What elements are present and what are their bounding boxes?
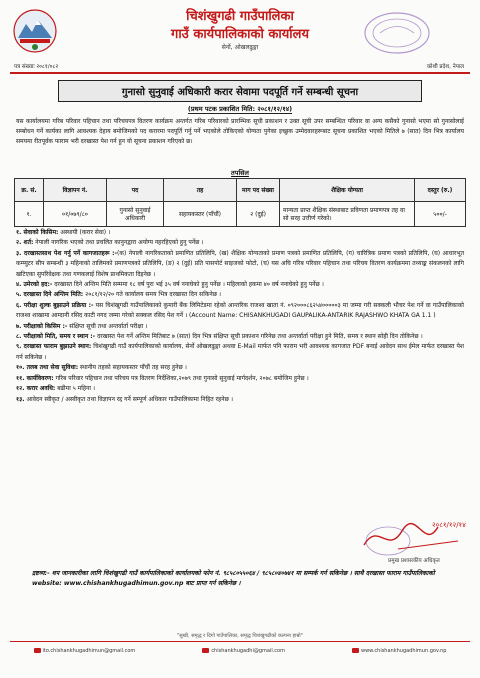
term-item: १०. तलब तथा सेवा सुविधा: स्थानीय तहको सहायकस्तर पाँचौं तह सरह हुनेछ । bbox=[16, 364, 187, 372]
footer-email-2[interactable]: chishankhugadhi@gmail.com bbox=[202, 648, 285, 654]
office-name: चिशंखुगढी गाउँपालिका bbox=[186, 9, 294, 24]
publish-date bbox=[0, 104, 480, 113]
intro-paragraph: यस कार्यालयमा गरिब परिवार पहिचान तथा परिचयपत्र वितरण कार्यक्रम अन्तर्गत गरिब परिवारको प्रारम्भिक सूची प्रकाशन र उक्त सूची उपर सम्बन्धित परिवार वा अन्य कसैको गुनासो भएमा सो गुनासोलाई सम्बोधन गर्ने कार्यका लागि आवश्यक देहाय बमोजिमको पद करारमा पदपूर्ति गर्नु पर्ने भएकोले तोकिएको योग्यता पुगेका इच्छुक उम्मेदवारहरूबाट सूचना प्रकाशित भएको मितिले ७ (सात) दिन भित्र कार्यालय समयमा रीतपूर्वक फाराम भरी दरखास्त पेश गर्न हुन यो सूचना प्रकाशन गरिएको छ। bbox=[16, 118, 464, 145]
official-stamp-icon bbox=[362, 10, 432, 56]
footer-email-1[interactable]: ito.chishankhugadhimun@gmail.com bbox=[34, 648, 136, 654]
term-item: १२. करार अवधि: बढीमा ५ महिना । bbox=[16, 385, 96, 393]
signature-date: २०८१/१२/१४ bbox=[432, 521, 466, 529]
vacancy-table bbox=[14, 178, 466, 227]
term-item: ८. परीक्षाको मिति, समय र स्थान :- दरखास्त पेश गर्ने अन्तिम मितिबाट ७ (सात) दिन भित्र संक्षिप्त सूची प्रकाशन गरिनेछ तथा अन्तर्वार्ता परीक्षा हुने मिति, समय र स्थान सोही दिन तोकिनेछ । bbox=[16, 333, 423, 341]
office-address: सेर्नो, ओखलढुङ्गा bbox=[221, 44, 259, 51]
col-fee: दस्तुर (रु.) bbox=[415, 179, 466, 202]
table-row bbox=[15, 202, 466, 227]
footer-slogan: "सुखी, समृद्ध र दिगो गाउँपालिका, समृद्ध चिशंखुगढीको कल्पना हाम्रो" bbox=[176, 633, 304, 639]
notice-title: गुनासो सुनुवाई अधिकारी करार सेवामा पदपूर्ति गर्ने सम्बन्धी सूचना bbox=[121, 87, 359, 98]
term-item: १. सेवाको किसिम: अस्थायी (करार सेवा) । bbox=[16, 229, 111, 236]
cell-qualification: मान्यता प्राप्त शैक्षिक संस्थाबाट प्रविणता प्रमाणपत्र तह वा सो सरह उत्तीर्ण गरेको। bbox=[280, 202, 415, 227]
header-divider bbox=[10, 72, 470, 74]
footer-contacts bbox=[0, 648, 480, 654]
table-caption: तपसिल bbox=[231, 169, 249, 177]
notice-title-banner bbox=[58, 80, 422, 102]
footer-divider bbox=[10, 641, 470, 642]
cell-level: सहायकस्तर (पाँचौं) bbox=[164, 202, 237, 227]
term-item: १३. आवेदन स्वीकृत / अस्वीकृत तथा विज्ञापन रद्द गर्ने सम्पूर्ण अधिकार गाउँपालिकामा निहित रहनेछ । bbox=[16, 395, 233, 403]
cell-serial: १. bbox=[15, 202, 44, 227]
publish-date-text: (प्रथम पटक प्रकाशित मिति: २०८१/१२/१४) bbox=[187, 105, 293, 113]
col-ad-number: विज्ञापन नं. bbox=[44, 179, 107, 202]
col-qualification: शैक्षिक योग्यता bbox=[280, 179, 415, 202]
table-header-row bbox=[15, 179, 466, 202]
col-demand-count: माग पद संख्या bbox=[237, 179, 280, 202]
signatory-title: प्रमुख प्रशासकीय अधिकृत bbox=[388, 558, 440, 564]
reference-number: पत्र संख्याः २०८१/०८२ bbox=[14, 64, 59, 70]
term-item: ३. दरखास्तसाथ पेश गर्नु पर्ने कागजातहरू :-(क) नेपाली नागरिकताको प्रमाणित प्रतिलिपि, (ख) शैक्षिक योग्यताको प्रमाण पत्रको प्रमाणित प्रतिलिपि, (ग) चारित्रिक प्रमाण पत्रको प्रतिलिपि, (घ) आधारभूत कम्प्युटर सीप सम्बन्धी ३ महिनाको तालिमको प्रमाणपत्रको प्रतिलिपि, (ङ) २ (दुई) प्रति पासपोर्ट साइजको फोटो, (च) यस अघि गरिब परिवार पहिचान तथा परिचय वितरण कार्यक्रममा तथ्याङ्क संकलनको लागि खटिएका सुपरिवेक्षक तथा गणकलाई विशेष प्राथमिकता दिइनेछ । bbox=[16, 249, 464, 278]
footer-website[interactable]: www.chishankhugadhimun.gov.np bbox=[352, 648, 446, 654]
term-item: ५. दरखास्त दिने अन्तिम मिति: २०८१/१२/२० गते कार्यालय समय भित्र दरखास्त दिन सकिनेछ । bbox=[16, 291, 222, 299]
cell-post: गुनासो सुनुवाई अधिकारी bbox=[107, 202, 164, 227]
cell-fee: ५००/- bbox=[415, 202, 466, 227]
term-item: ७. परीक्षाको किसिम :- संक्षिप्त सूची तथा अन्तर्वार्ता परीक्षा । bbox=[16, 322, 148, 330]
province-label: कोशी प्रदेश, नेपाल bbox=[426, 64, 464, 70]
term-item: ६. परीक्षा शुल्क बुझाउने प्रक्रिया :- यस चिशंखुगढी गाउँपालिकाको कुमारी बैंक लिमिटेडमा रहेको आन्तरिक राजश्व खाता नं. ०९२०००८६२५४०००००३ मा जम्मा गरी सक्कली भौचर पेश गर्ने वा गाउँपालिकाको राजश्व शाखामा आम्दानी रसिद काटी नगद जम्मा गरेको सक्कल रसिद पेश गर्ने । (Account Name: CHISANKHUGADI GAUPALIKA-ANTARIK RAJASHWO KHATA GA 1.1 ) bbox=[16, 301, 464, 320]
office-title: गाउँ कार्यपालिकाको कार्यालय bbox=[171, 27, 309, 42]
signature-stamp-icon bbox=[358, 515, 468, 559]
email-icon bbox=[202, 648, 209, 653]
term-item: २. शर्त: नेपाली नागरिक भएको तथा प्रचलित कानुनद्वारा अयोग्य नहरहिएको हुनु पर्नेछ । bbox=[16, 239, 204, 247]
col-level: तह bbox=[164, 179, 237, 202]
term-item: ११. कार्यविवरण: गरिब परिवार पहिचान तथा परिचय पत्र वितरण निर्देशिका,२०७९ तथा गुनासो सुनुवाई मार्गदर्शन, २०७८ बमोजिम हुनेछ । bbox=[16, 374, 309, 382]
cell-demand-count: २ (दुई) bbox=[237, 202, 280, 227]
email-icon bbox=[34, 648, 41, 653]
col-post: पद bbox=[107, 179, 164, 202]
cell-ad-number: ०१/०७९/८० bbox=[44, 202, 107, 227]
contact-note: द्रष्टव्य:- थप जानकारीका लागि चिशंखुगढी गाउँ कार्यपालिकाको कार्यालयको फोन नं. ९८५८०५५०६४ / ९८५८०४०७४१ मा सम्पर्क गर्न सकिनेछ । साथै दरखास्त फाराम गाउँपालिकाको website: www.chishankhugadhimun.gov.np बाट प्राप्त गर्न सकिनेछ । bbox=[32, 570, 435, 587]
term-item: ४. उमेरको हद:- दरखास्त दिने अन्तिम मिति सम्ममा १८ वर्ष पुरा भई ३५ वर्ष ननाघेको हुनु पर्नेछ । महिलाको हकमा ४० वर्ष ननाघेको हुनु पर्नेछ । bbox=[16, 281, 324, 289]
col-serial: क्र. सं. bbox=[15, 179, 44, 202]
term-item: ९. दरखास्त फाराम बुझाउने स्थान: चिशंखुगढी गाउँ कार्यपालिकाको कार्यालय, सेर्नो ओखलढुङ्गा अथवा E-Mail मार्फत पनि फाराम भरी आवश्यक कागजात PDF बनाई आवेदन साथ ईमेल मार्फत दरखास्त पेश गर्न सकिनेछ । bbox=[16, 343, 465, 361]
notice-terms bbox=[16, 228, 464, 405]
globe-icon bbox=[352, 648, 359, 653]
